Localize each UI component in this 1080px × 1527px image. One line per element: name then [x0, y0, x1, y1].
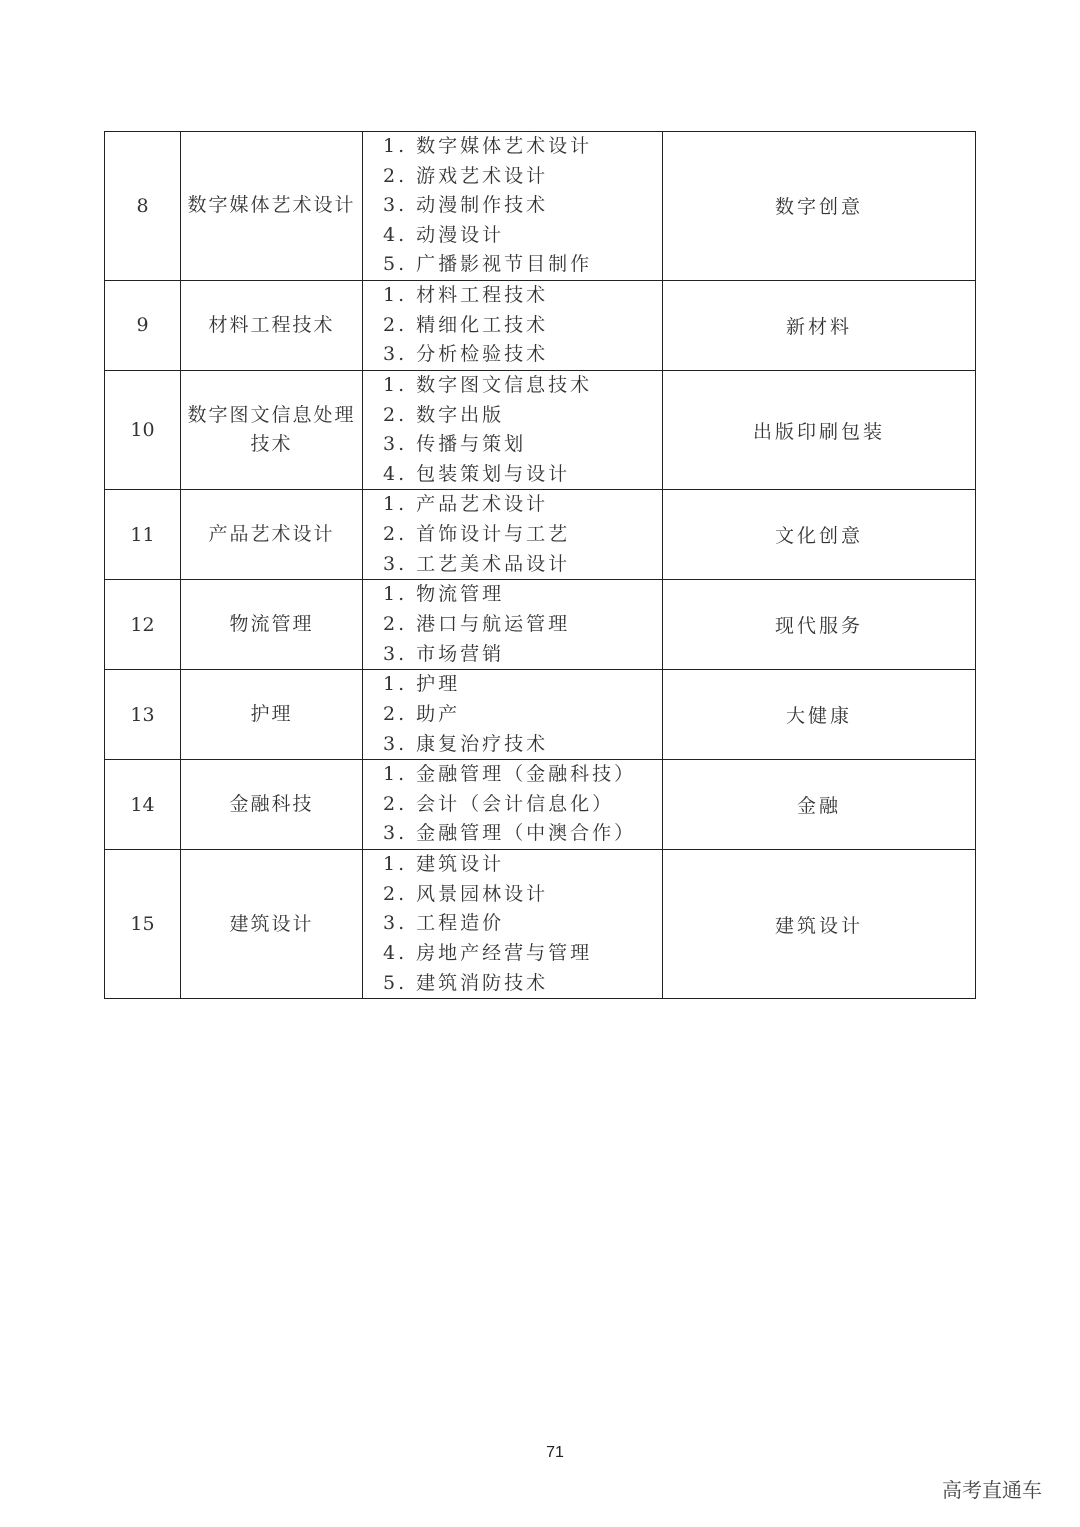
- sub-major-item: 2. 会计（会计信息化）: [383, 792, 615, 815]
- table-row: [105, 132, 976, 281]
- sub-major-item: 1. 护理: [383, 673, 461, 696]
- sub-major-item: 3. 传播与策划: [383, 433, 527, 456]
- industry-category: 金融: [663, 760, 976, 850]
- major-name: [181, 370, 363, 489]
- major-name: 金融科技: [181, 760, 363, 850]
- sub-major-item: 2. 助产: [383, 702, 461, 725]
- row-number: 9: [105, 280, 181, 370]
- sub-major-item: 2. 风景园林设计: [383, 882, 549, 905]
- sub-major-item: 2. 港口与航运管理: [383, 613, 571, 636]
- industry-category: 现代服务: [663, 580, 976, 670]
- sub-major-item: 3. 金融管理（中澳合作）: [383, 822, 637, 845]
- industry-category: 出版印刷包装: [663, 370, 976, 489]
- table-row: [105, 760, 976, 850]
- sub-major-item: 1. 产品艺术设计: [383, 493, 549, 516]
- industry-category: 数字创意: [663, 132, 976, 281]
- major-name: 产品艺术设计: [181, 490, 363, 580]
- sub-majors: [363, 670, 663, 760]
- sub-majors: [363, 580, 663, 670]
- major-name: 建筑设计: [181, 850, 363, 999]
- sub-major-item: 2. 精细化工技术: [383, 313, 549, 336]
- sub-major-item: 1. 金融管理（金融科技）: [383, 763, 637, 786]
- sub-major-item: 3. 动漫制作技术: [383, 194, 549, 217]
- sub-majors: [363, 280, 663, 370]
- major-name: 护理: [181, 670, 363, 760]
- industry-category: 大健康: [663, 670, 976, 760]
- row-number: 10: [105, 370, 181, 489]
- major-name: 材料工程技术: [181, 280, 363, 370]
- sub-major-item: 1. 建筑设计: [383, 853, 505, 876]
- row-number: 13: [105, 670, 181, 760]
- row-number: 14: [105, 760, 181, 850]
- table-row: [105, 280, 976, 370]
- table-row: [105, 670, 976, 760]
- sub-major-item: 1. 数字图文信息技术: [383, 373, 593, 396]
- sub-major-item: 2. 游戏艺术设计: [383, 164, 549, 187]
- sub-major-item: 2. 数字出版: [383, 403, 505, 426]
- table-row: [105, 490, 976, 580]
- major-name: 数字媒体艺术设计: [181, 132, 363, 281]
- major-name-text: 数字图文信息处理 技术: [187, 404, 356, 456]
- sub-majors: [363, 850, 663, 999]
- page-number: 71: [546, 1444, 564, 1461]
- row-number: 11: [105, 490, 181, 580]
- sub-majors: [363, 132, 663, 281]
- sub-major-item: 1. 数字媒体艺术设计: [383, 135, 593, 157]
- sub-majors: [363, 490, 663, 580]
- sub-major-item: 4. 房地产经营与管理: [383, 941, 593, 964]
- major-name: 物流管理: [181, 580, 363, 670]
- industry-category: 建筑设计: [663, 850, 976, 999]
- sub-major-item: 5. 广播影视节目制作: [383, 253, 593, 276]
- sub-major-item: 1. 物流管理: [383, 583, 505, 606]
- row-number: 12: [105, 580, 181, 670]
- majors-table: [104, 131, 976, 999]
- sub-majors: [363, 370, 663, 489]
- industry-category: 文化创意: [663, 490, 976, 580]
- sub-major-item: 5. 建筑消防技术: [383, 971, 549, 994]
- sub-major-item: 3. 工程造价: [383, 912, 505, 935]
- sub-major-item: 4. 动漫设计: [383, 223, 505, 246]
- sub-major-item: 4. 包装策划与设计: [383, 462, 571, 485]
- sub-major-item: 3. 康复治疗技术: [383, 732, 549, 755]
- row-number: 15: [105, 850, 181, 999]
- sub-major-item: 3. 分析检验技术: [383, 343, 549, 366]
- sub-majors: [363, 760, 663, 850]
- sub-major-item: 3. 市场营销: [383, 642, 505, 665]
- watermark: 高考直通车: [942, 1478, 1042, 1502]
- sub-major-item: 3. 工艺美术品设计: [383, 552, 571, 575]
- sub-major-item: 1. 材料工程技术: [383, 284, 549, 307]
- table-row: [105, 850, 976, 999]
- table-row: [105, 580, 976, 670]
- row-number: 8: [105, 132, 181, 281]
- industry-category: 新材料: [663, 280, 976, 370]
- table-row: [105, 370, 976, 489]
- sub-major-item: 2. 首饰设计与工艺: [383, 523, 571, 546]
